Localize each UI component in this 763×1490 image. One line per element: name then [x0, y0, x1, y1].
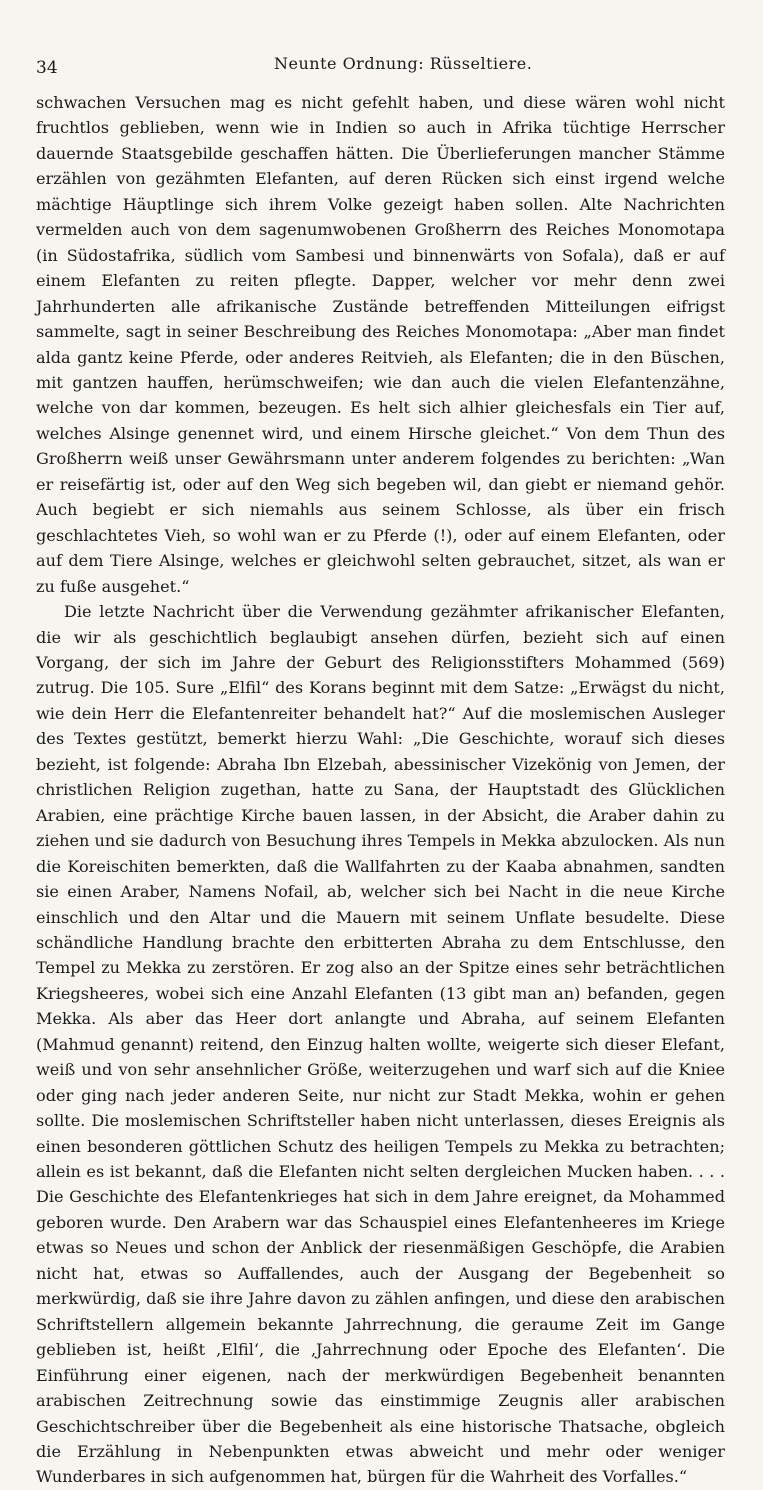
body-text: [36, 90, 725, 1490]
paragraph-1: schwachen Versuchen mag es nicht gefehlt haben, und diese wären wohl nicht fruchtlos geblieben, wenn wie in Indien so auch in Afrika tüchtige Herrscher dauernde Staatsgebilde geschaffen hätten. Die Überlieferungen mancher Stämme erzählen von gezähmten Elefanten, auf deren Rücken sich einst irgend welche mächtige Häuptlinge sich ihrem Volke gezeigt haben sollen. Alte Nachrichten vermelden auch von dem sagenumwobenen Großherrn des Reiches Monomotapa (in Südostafrika, südlich vom Sambesi und binnenwärts von Sofala), daß er auf einem Elefanten zu reiten pflegte. Dapper, welcher vor mehr denn zwei Jahrhunderten alle afrikanische Zustände betreffenden Mitteilungen eifrigst sammelte, sagt in seiner Beschreibung des Reiches Monomotapa: „Aber man findet alda gantz keine Pferde, oder anderes Reitvieh, als Elefanten; die in den Büschen, mit gantzen hauffen, herümschweifen; wie dan auch die vielen Elefantenzähne, welche von dar kommen, bezeugen. Es helt sich alhier gleichesfals ein Tier auf, welches Alsinge genennet wird, und einem Hirsche gleichet.“ Von dem Thun des Großherrn weiß unser Gewährsmann unter anderem folgendes zu berichten: „Wan er reisefärtig ist, oder auf den Weg sich begeben wil, dan giebt er niemand gehör. Auch begiebt er sich niemahls aus seinem Schlosse, als über ein frisch geschlachtetes Vieh, so wohl wan er zu Pferde (!), oder auf einem Elefanten, oder auf dem Tiere Alsinge, welches er gleichwohl selten gebrauchet, sitzet, als wan er zu fuße ausgehet.“: [36, 93, 725, 596]
page-number: 34: [36, 58, 58, 78]
paragraph-2: Die letzte Nachricht über die Verwendung gezähmter afrikanischer Elefanten, die wir als geschichtlich beglaubigt ansehen dürfen, bezieht sich auf einen Vorgang, der sich im Jahre der Geburt des Religionsstifters Mohammed (569) zutrug. Die 105. Sure „Elfil“ des Korans beginnt mit dem Satze: „Erwägst du nicht, wie dein Herr die Elefantenreiter behandelt hat?“ Auf die moslemischen Ausleger des Textes gestützt, bemerkt hierzu Wahl: „Die Geschichte, worauf sich dieses bezieht, ist folgende: Abraha Ibn Elzebah, abessinischer Vizekönig von Jemen, der christlichen Religion zugethan, hatte zu Sana, der Hauptstadt des Glücklichen Arabien, eine prächtige Kirche bauen lassen, in der Absicht, die Araber dahin zu ziehen und sie dadurch von Besuchung ihres Tempels in Mekka abzulocken. Als nun die Koreischiten bemerkten, daß die Wallfahrten zu der Kaaba abnahmen, sandten sie einen Araber, Namens Nofail, ab, welcher sich bei Nacht in die neue Kirche einschlich und den Altar und die Mauern mit seinem Unflate besudelte. Diese schändliche Handlung brachte den erbitterten Abraha zu dem Entschlusse, den Tempel zu Mekka zu zerstören. Er zog also an der Spitze eines sehr beträchtlichen Kriegsheeres, wobei sich eine Anzahl Elefanten (13 gibt man an) befanden, gegen Mekka. Als aber das Heer dort anlangte und Abraha, auf seinem Elefanten (Mahmud genannt) reitend, den Einzug halten wollte, weigerte sich dieser Elefant, weiß und von sehr ansehnlicher Größe, weiterzugehen und warf sich auf die Kniee oder ging nach jeder anderen Seite, nur nicht zur Stadt Mekka, wohin er gehen sollte. Die moslemischen Schriftsteller haben nicht unterlassen, dieses Ereignis als einen besonderen göttlichen Schutz des heiligen Tempels zu Mekka zu betrachten; allein es ist bekannt, daß die Elefanten nicht selten dergleichen Mucken haben. . . . Die Geschichte des Elefantenkrieges hat sich in dem Jahre ereignet, da Mohammed geboren wurde. Den Arabern war das Schauspiel eines Elefantenheeres im Kriege etwas so Neues und schon der Anblick der riesenmäßigen Geschöpfe, die Arabien nicht hat, etwas so Auffallendes, auch der Ausgang der Begebenheit so merkwürdig, daß sie ihre Jahre davon zu zählen anfingen, und diese den arabischen Schriftstellern allgemein bekannte Jahrrechnung, die geraume Zeit im Gange geblieben ist, heißt ‚Elfil‘, die ‚Jahrrechnung oder Epoche des Elefanten‘. Die Einführung einer eigenen, nach der merkwürdigen Begebenheit benannten arabischen Zeitrechnung sowie das einstimmige Zeugnis aller arabischen Geschichtschreiber über die Begebenheit als eine historische Thatsache, obgleich die Erzählung in Nebenpunkten etwas abweicht und mehr oder weniger Wunderbares in sich aufgenommen hat, bürgen für die Wahrheit des Vorfalles.“: [36, 602, 725, 1487]
page-header: [36, 48, 725, 80]
running-title: Neunte Ordnung: Rüsseltiere.: [274, 54, 533, 73]
